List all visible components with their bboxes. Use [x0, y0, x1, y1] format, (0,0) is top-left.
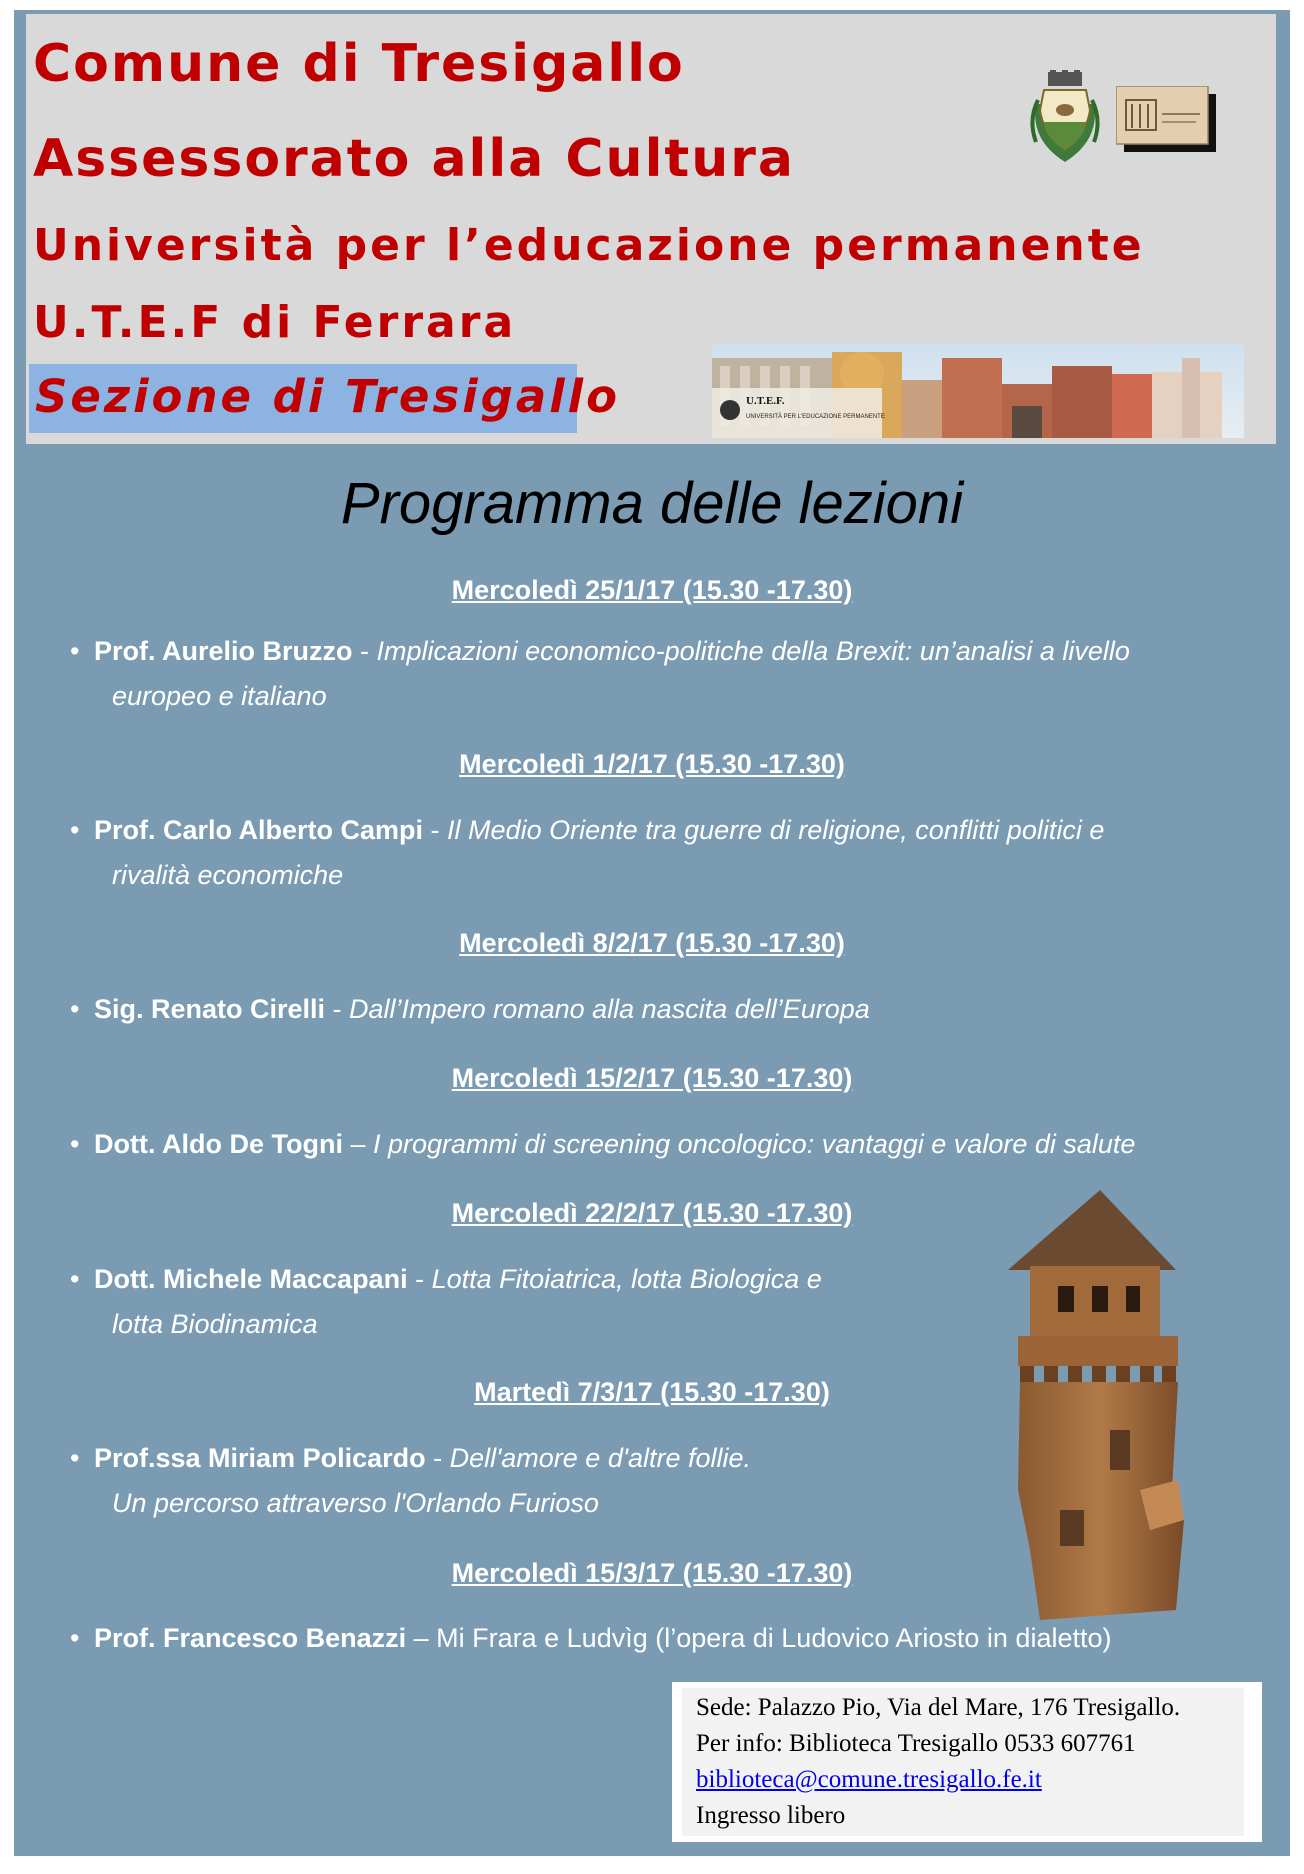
section-label-box	[29, 364, 621, 433]
header-panel	[26, 14, 1276, 444]
lecture-separator: -	[425, 1443, 450, 1473]
lecture-item	[70, 1616, 1230, 1661]
lecture-topic-continued: lotta Biodinamica	[112, 1309, 318, 1339]
bullet-icon: •	[70, 1129, 80, 1159]
lecture-separator: -	[325, 994, 350, 1024]
bullet-icon: •	[70, 1264, 80, 1294]
coat-of-arms-icon	[1026, 70, 1104, 166]
header-utef: U.T.E.F di Ferrara	[33, 297, 517, 348]
city-collage-banner	[712, 344, 1244, 438]
lecture-separator: –	[342, 1129, 373, 1159]
lecture-item	[70, 629, 1230, 719]
info-box	[672, 1682, 1262, 1842]
lecture-speaker: Prof.ssa Miriam Policardo	[94, 1443, 426, 1473]
lecture-date: Mercoledì 22/2/17 (15.30 -17.30)	[451, 1198, 853, 1228]
info-box-inner	[682, 1688, 1244, 1836]
lecture-topic: Il Medio Oriente tra guerre di religione, conflitti politici e	[447, 815, 1105, 845]
lecture-speaker: Sig. Renato Cirelli	[94, 994, 326, 1024]
lecture-topic: I programmi di screening oncologico: vantaggi e valore di salute	[372, 1129, 1136, 1159]
lecture-separator: -	[407, 1264, 432, 1294]
venue-text: Sede: Palazzo Pio, Via del Mare, 176 Tresigallo.	[696, 1694, 1181, 1721]
bullet-icon: •	[70, 1623, 80, 1653]
banner-sublabel: UNIVERSITÀ PER L'EDUCAZIONE PERMANENTE	[746, 414, 885, 420]
banner-label: U.T.E.F.	[746, 395, 785, 407]
lecture-speaker: Prof. Aurelio Bruzzo	[94, 636, 353, 666]
bullet-icon: •	[70, 815, 80, 845]
lecture-item	[70, 987, 1230, 1032]
lecture-date: Mercoledì 15/3/17 (15.30 -17.30)	[451, 1558, 853, 1588]
lecture-item	[70, 808, 1230, 898]
lecture-topic-continued: Un percorso attraverso l'Orlando Furioso	[112, 1488, 599, 1518]
lecture-date: Mercoledì 25/1/17 (15.30 -17.30)	[451, 575, 853, 605]
bullet-icon: •	[70, 1443, 80, 1473]
bullet-icon: •	[70, 994, 80, 1024]
email-link[interactable]: biblioteca@comune.tresigallo.fe.it	[696, 1766, 1042, 1793]
lecture-topic: Dall’Impero romano alla nascita dell’Europa	[349, 994, 870, 1024]
lecture-date: Mercoledì 15/2/17 (15.30 -17.30)	[451, 1063, 853, 1093]
lecture-speaker: Dott. Aldo De Togni	[94, 1129, 343, 1159]
lecture-topic-continued: rivalità economiche	[112, 860, 344, 890]
header-assessorato: Assessorato alla Cultura	[33, 129, 796, 189]
header-comune: Comune di Tresigallo	[33, 34, 685, 94]
contact-text: Per info: Biblioteca Tresigallo 0533 607761	[696, 1730, 1136, 1757]
lecture-topic: Mi Frara e Ludvìg (l’opera di Ludovico Ariosto in dialetto)	[436, 1623, 1112, 1653]
lecture-date: Martedì 7/3/17 (15.30 -17.30)	[474, 1377, 830, 1407]
page-title: Programma delle lezioni	[340, 471, 964, 536]
lecture-separator: -	[423, 815, 448, 845]
lecture-separator: -	[352, 636, 377, 666]
lecture-date: Mercoledì 1/2/17 (15.30 -17.30)	[459, 749, 845, 779]
header-universita: Università per l’educazione permanente	[33, 220, 1145, 271]
utef-logo-icon	[1116, 86, 1216, 152]
lecture-speaker: Prof. Carlo Alberto Campi	[94, 815, 424, 845]
lecture-item	[70, 1122, 1230, 1167]
lecture-speaker: Prof. Francesco Benazzi	[94, 1623, 407, 1653]
lecture-topic: Implicazioni economico-politiche della Brexit: un’analisi a livello	[376, 636, 1130, 666]
lecture-topic: Lotta Fitoiatrica, lotta Biologica e	[431, 1264, 822, 1294]
tower-illustration	[1000, 1190, 1200, 1620]
lecture-topic-continued: europeo e italiano	[112, 681, 327, 711]
lecture-speaker: Dott. Michele Maccapani	[94, 1264, 408, 1294]
section-label: Sezione di Tresigallo	[35, 370, 621, 423]
lecture-topic: Dell'amore e d'altre follie.	[449, 1443, 752, 1473]
lecture-date: Mercoledì 8/2/17 (15.30 -17.30)	[459, 928, 845, 958]
entry-text: Ingresso libero	[696, 1802, 846, 1829]
lecture-separator: –	[406, 1623, 437, 1653]
bullet-icon: •	[70, 636, 80, 666]
